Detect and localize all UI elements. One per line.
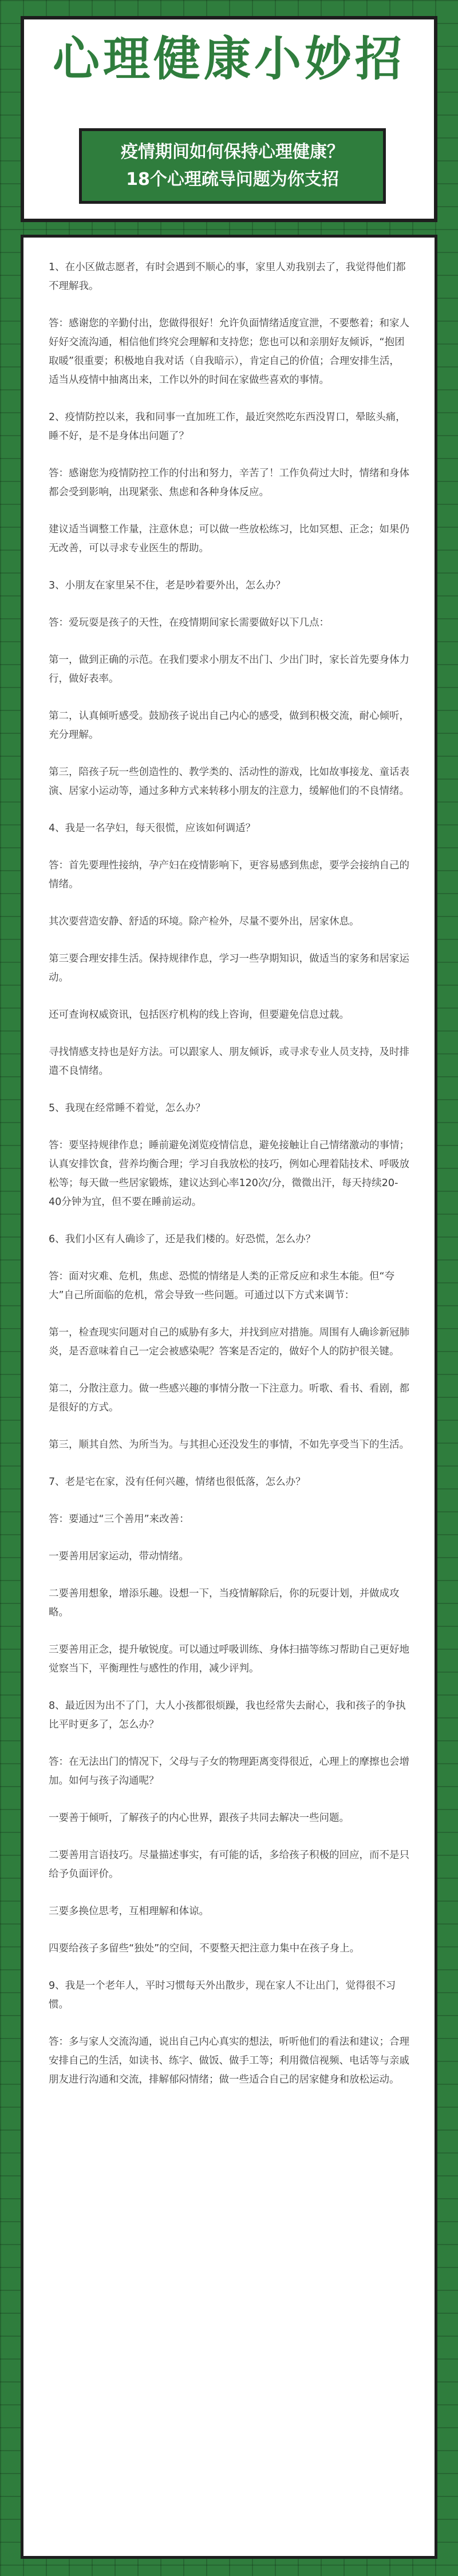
- content-paragraph: 答：感谢您为疫情防控工作的付出和努力，辛苦了！工作负荷过大时，情绪和身体都会受到影响，出现紧张、焦虑和各种身体反应。: [49, 468, 409, 498]
- content-paragraph: 二要善用想象，增添乐趣。设想一下，当疫情解除后，你的玩耍计划，并做成攻略。: [49, 1588, 400, 1618]
- page-title: 心理健康小妙招: [52, 32, 405, 86]
- content-paragraph: 3、小朋友在家里呆不住，老是吵着要外出，怎么办？: [49, 580, 286, 591]
- content-paragraph: 答：爱玩耍是孩子的天性，在疫情期间家长需要做好以下几点：: [49, 617, 329, 629]
- content-paragraph: 6、我们小区有人确诊了，还是我们楼的。好恐慌，怎么办？: [49, 1234, 316, 1245]
- content-paragraph: 一要善于倾听，了解孩子的内心世界，跟孩子共同去解决一些问题。: [49, 1812, 349, 1824]
- subtitle-line-2: 18个心理疏导问题为你支招: [126, 169, 339, 189]
- content-paragraph: 答：要通过“三个善用”来改善：: [49, 1514, 189, 1525]
- content-paragraph: 二要善用言语技巧。尽量描述事实，有可能的话，多给孩子积极的回应，而不是只给予负面评价。: [49, 1850, 409, 1880]
- content-paragraph: 一要善用居家运动，带动情绪。: [49, 1551, 189, 1562]
- subtitle-box: [79, 128, 386, 204]
- content-paragraph: 寻找情感支持也是好方法。可以跟家人、朋友倾诉，或寻求专业人员支持，及时排遣不良情绪。: [49, 1046, 409, 1077]
- content-paragraph: 第三要合理安排生活。保持规律作息，学习一些孕期知识，做适当的家务和居家运动。: [49, 953, 409, 983]
- content-paragraph: 答：面对灾难、危机，焦虑、恐慌的情绪是人类的正常反应和求生本能。但“夸大”自己所面临的危机，常会导致一些问题。可通过以下方式来调节：: [49, 1271, 395, 1301]
- content-paragraph: 第一，检查现实问题对自己的威胁有多大，并找到应对措施。周围有人确诊新冠肺炎，是否意味着自己一定会被感染呢？答案是否定的，做好个人的防护很关键。: [49, 1327, 409, 1357]
- content-paragraph: 1、在小区做志愿者，有时会遇到不顺心的事，家里人劝我别去了，我觉得他们都不理解我。: [49, 262, 406, 292]
- content-paragraph: 5、我现在经常睡不着觉，怎么办？: [49, 1103, 206, 1114]
- content-paragraph: 8、最近因为出不了门，大人小孩都很烦躁，我也经常失去耐心，我和孩子的争执比平时更多了，怎么办？: [49, 1700, 406, 1730]
- content-paragraph: 其次要营造安静、舒适的环境。除产检外，尽量不要外出，居家休息。: [49, 916, 360, 927]
- content-paragraph: 9、我是一个老年人，平时习惯每天外出散步，现在家人不让出门，觉得很不习惯。: [49, 1980, 396, 2010]
- header-banner: [21, 16, 437, 222]
- content-paragraph: 三要多换位思考，互相理解和体谅。: [49, 1906, 209, 1917]
- content-paragraph: 4、我是一名孕妇，每天很慌，应该如何调适？: [49, 823, 256, 834]
- content-paragraph: 建议适当调整工作量，注意休息；可以做一些放松练习，比如冥想、正念；如果仍无改善，可以寻求专业医生的帮助。: [49, 524, 409, 554]
- content-paragraph: 7、老是宅在家，没有任何兴趣，情绪也很低落，怎么办？: [49, 1476, 306, 1488]
- content-paragraph: 第三，顺其自然、为所当为。与其担心还没发生的事情，不如先享受当下的生活。: [49, 1439, 409, 1451]
- content-paragraph: 2、疫情防控以来，我和同事一直加班工作，最近突然吃东西没胃口，晕眩头痛，睡不好，是不是身体出问题了？: [49, 412, 406, 442]
- content-paragraph: 答：要坚持规律作息；睡前避免浏览疫情信息，避免接触让自己情绪激动的事情；认真安排饮食，营养均衡合理；学习自我放松的技巧，例如心理着陆技术、呼吸放松等；每天做一些居家锻炼，建议达到心率120次/分，微微出汗，每天持续20-40分钟为宜，但不要在睡前运动。: [49, 1140, 409, 1208]
- content-paragraph: 答：多与家人交流沟通，说出自己内心真实的想法，听听他们的看法和建议；合理安排自己的生活，如读书、练字、做饭、做手工等；利用微信视频、电话等与亲戚朋友进行沟通和交流，排解郁闷情绪；做一些适合自己的居家健身和放松运动。: [49, 2036, 409, 2085]
- content-paragraph: 第二，分散注意力。做一些感兴趣的事情分散一下注意力。听歌、看书、看剧，都是很好的方式。: [49, 1383, 409, 1413]
- content-paragraph: 答：在无法出门的情况下，父母与子女的物理距离变得很近，心理上的摩擦也会增加。如何与孩子沟通呢？: [49, 1756, 409, 1787]
- subtitle-line-1: 疫情期间如何保持心理健康？: [121, 142, 344, 162]
- content-card: [21, 235, 437, 2559]
- content-paragraph: 四要给孩子多留些“独处”的空间，不要整天把注意力集中在孩子身上。: [49, 1943, 360, 1954]
- content-paragraph: 三要善用正念，提升敏锐度。可以通过呼吸训练、身体扫描等练习帮助自己更好地觉察当下，平衡理性与感性的作用，减少评判。: [49, 1644, 409, 1674]
- content-paragraph: 答：首先要理性接纳，孕产妇在疫情影响下，更容易感到焦虑，要学会接纳自己的情绪。: [49, 860, 409, 890]
- content-paragraph: 第二，认真倾听感受。鼓励孩子说出自己内心的感受，做到积极交流，耐心倾听，充分理解。: [49, 710, 409, 741]
- content-paragraph: 还可查询权威资讯，包括医疗机构的线上咨询，但要避免信息过载。: [49, 1009, 349, 1021]
- content-paragraph: 第一，做到正确的示范。在我们要求小朋友不出门、少出门时，家长首先要身体力行，做好表率。: [49, 654, 409, 685]
- content-paragraph: 第三，陪孩子玩一些创造性的、教学类的、活动性的游戏，比如故事接龙、童话表演、居家小运动等，通过多种方式来转移小朋友的注意力，缓解他们的不良情绪。: [49, 767, 409, 797]
- content-paragraph: 答：感谢您的辛勤付出，您做得很好！允许负面情绪适度宣泄，不要憋着；和家人好好交流沟通，相信他们终究会理解和支持您；您也可以和亲朋好友倾诉，“抱团取暖”很重要；积极地自我对话（自我暗示），肯定自己的价值；合理安排生活，适当从疫情中抽离出来，工作以外的时间在家做些喜欢的事情。: [49, 318, 409, 386]
